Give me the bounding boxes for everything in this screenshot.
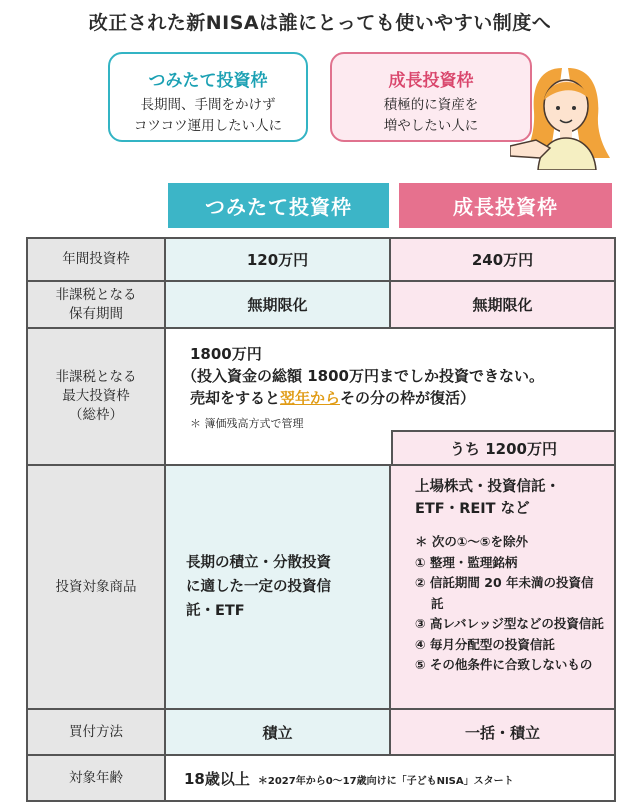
row-label-line: 非課税となる [55, 369, 137, 385]
highlight-next-year: 翌年から [280, 389, 341, 407]
total-limit-desc: （投入資金の総額 1800万円までしか投資できない。 [182, 367, 544, 385]
tsumitate-column-header: つみたて投資枠 [168, 183, 389, 228]
row-label: 対象年齢 [27, 755, 165, 801]
nisa-comparison-table [26, 237, 616, 802]
woman-presenting-icon [510, 60, 620, 170]
row-label: 年間投資枠 [27, 238, 165, 281]
exclusion-item: ＊ 次の①～⑤を除外 [415, 534, 529, 549]
tsumitate-bubble-title: つみたて投資枠 [148, 71, 268, 91]
row-label: 買付方法 [27, 709, 165, 755]
exclusion-item: ② 信託期間 20 年未満の投資信託 [415, 575, 594, 611]
seicho-products [390, 465, 615, 709]
seicho-sub-limit: うち 1200万円 [391, 430, 614, 464]
exclusion-item: ③ 高レバレッジ型などの投資信託 [415, 616, 604, 631]
tsumitate-method: 積立 [165, 709, 390, 755]
exclusion-item: ④ 毎月分配型の投資信託 [415, 636, 555, 652]
tsumitate-annual-limit: 120万円 [165, 238, 390, 281]
product-line: 長期の積立・分散投資 [186, 555, 331, 571]
tsumitate-bubble-line: 長期間、手間をかけず [140, 97, 276, 113]
tsumitate-holding-period: 無期限化 [165, 281, 390, 328]
age-value: 18歳以上 [184, 769, 250, 788]
table-row [27, 709, 615, 755]
seicho-bubble-line: 増やしたい人に [383, 118, 479, 134]
total-limit-desc-part: 売却をすると [190, 389, 281, 407]
row-label-line: 最大投資枠 [62, 388, 130, 404]
seicho-holding-period: 無期限化 [390, 281, 615, 328]
tsumitate-bubble [108, 52, 308, 142]
seicho-method: 一括・積立 [390, 709, 615, 755]
seicho-annual-limit: 240万円 [390, 238, 615, 281]
row-label [27, 328, 165, 465]
product-line: 上場株式・投資信託・ [415, 479, 560, 495]
total-limit-desc [190, 387, 614, 409]
product-line: 託・ETF [186, 603, 245, 619]
page-title: 改正された新NISAは誰にとっても使いやすい制度へ [88, 12, 552, 34]
seicho-bubble-title: 成長投資枠 [388, 71, 474, 91]
row-label-line: 非課税となる [55, 286, 137, 303]
total-limit-amount: 1800万円 [190, 345, 262, 363]
product-line: ETF・REIT など [415, 501, 530, 517]
tsumitate-products [165, 465, 390, 709]
total-limit-desc-part: その分の枠が復活） [340, 389, 476, 407]
product-line: に適した一定の投資信 [186, 579, 331, 595]
table-row [27, 755, 615, 801]
seicho-column-header: 成長投資枠 [399, 183, 612, 228]
seicho-bubble-line: 積極的に資産を [383, 97, 479, 113]
seicho-bubble [330, 52, 532, 142]
tsumitate-bubble-line: コツコツ運用したい人に [133, 118, 283, 134]
row-label [27, 281, 165, 328]
row-label-line: 保有期間 [69, 305, 123, 322]
table-row [27, 238, 615, 281]
row-label-line: （総枠） [69, 407, 123, 423]
table-row [27, 465, 615, 709]
age-cell [165, 755, 615, 801]
exclusion-item: ① 整理・監理銘柄 [415, 554, 518, 570]
row-label: 投資対象商品 [27, 465, 165, 709]
table-row [27, 281, 615, 328]
total-limit-cell [165, 328, 615, 465]
book-value-note: ＊ 簿価残高方式で管理 [190, 417, 304, 430]
exclusion-item: ⑤ その他条件に合致しないもの [415, 657, 593, 672]
junior-nisa-note: ＊2027年から0～17歳向けに「子どもNISA」スタート [257, 775, 514, 787]
table-row [27, 328, 615, 465]
